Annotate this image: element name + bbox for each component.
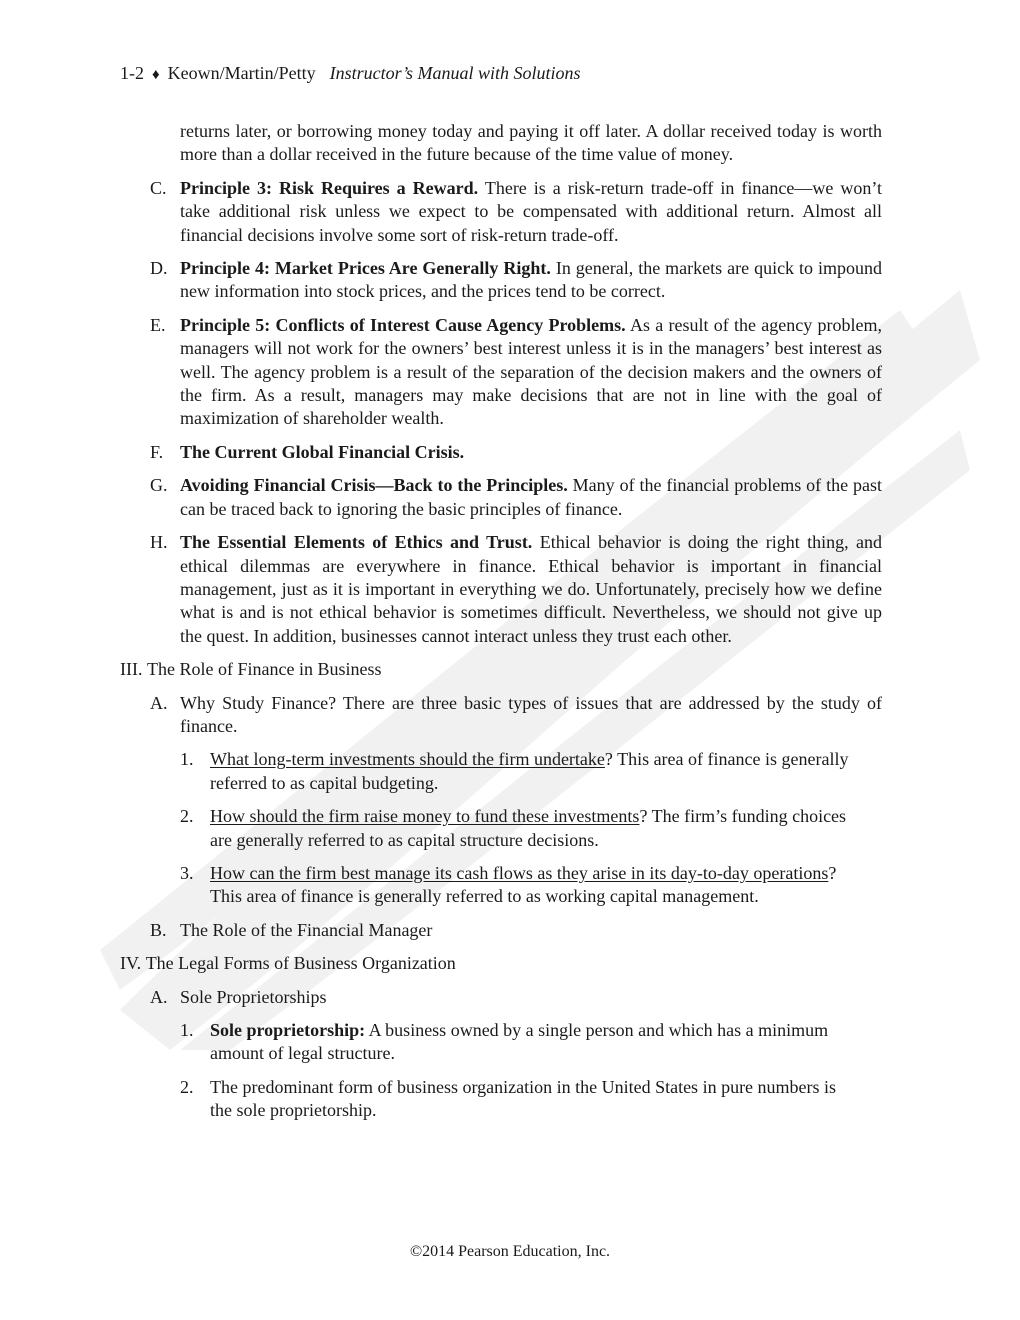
principle-item [0, 441, 1020, 464]
item-body: As a result of the agency problem, managers will not work for the owners’ best interest unless it is in the managers’ best interest as well. The agency problem is a result of the separation of the decision makers and the owners of the firm. As a result, managers may make decisions that are not in line with the goal of maximization of shareholder wealth. [180, 314, 882, 429]
item-text [180, 474, 882, 521]
item-body: In general, the markets are quick to impound new information into stock prices, and the prices tend to be correct. [180, 258, 882, 302]
numbered-item [0, 1076, 1020, 1123]
item-body: ? The firm’s funding choices are generally referred to as capital structure decisions. [210, 806, 847, 850]
item-title: Principle 3: Risk Requires a Reward. [180, 177, 479, 198]
principle-item [0, 314, 1020, 431]
section-title: The Legal Forms of Business Organization [145, 953, 456, 974]
section-title: The Role of Finance in Business [146, 659, 382, 680]
item-text [180, 177, 882, 247]
item-question: What long-term investments should the firm undertake [210, 749, 605, 770]
item-body: There is a risk-return trade-off in finance—we won’t take additional risk unless we expect to be compensated with additional return. Almost all financial decisions involve some sort of risk-return trade-off. [180, 177, 882, 245]
item-question: How can the firm best manage its cash flows as they arise in its day-to-day operations [210, 862, 829, 883]
item-label: H. [150, 532, 168, 553]
header-authors: Keown/Martin/Petty [167, 63, 316, 83]
section-4-heading [0, 952, 1020, 975]
section-label: III. [120, 659, 143, 680]
numbered-item [0, 748, 1020, 795]
item-title: The Current Global Financial Crisis. [180, 441, 465, 462]
item-label: 1. [180, 749, 194, 770]
section-3-a [0, 692, 1020, 739]
page-header [120, 62, 581, 87]
item-body: Ethical behavior is doing the right thing, and ethical dilemmas are everywhere in finance. Ethical behavior is important in financial management, just as it is important in everything we do. Unfortunately, precisely how we define what is and is not ethical behavior is sometimes difficult. Nevertheless, we should not give up the quest. In addition, businesses cannot interact unless they trust each other. [180, 532, 882, 646]
principles-list [0, 177, 1020, 648]
item-label: A. [150, 986, 168, 1007]
section-3-subitems [0, 748, 1020, 908]
page-number: 1-2 [120, 63, 144, 83]
item-title: Avoiding Financial Crisis—Back to the Principles. [180, 475, 568, 496]
item-body: ? This area of finance is generally referred to as capital budgeting. [210, 749, 849, 793]
item-text: Sole Proprietorships [180, 986, 327, 1007]
item-title: Principle 4: Market Prices Are Generally Right. [180, 258, 551, 279]
section-3-heading [0, 658, 1020, 681]
diamond-icon: ♦ [152, 67, 160, 83]
item-label: 3. [180, 862, 194, 883]
item-text [180, 314, 882, 431]
item-body: Many of the financial problems of the past can be traced back to ignoring the basic principles of finance. [180, 475, 882, 519]
item-label: E. [150, 314, 166, 335]
item-text: Why Study Finance? There are three basic types of issues that are addressed by the study of finance. [180, 692, 882, 736]
item-label: 1. [180, 1020, 194, 1040]
item-body: The predominant form of business organization in the United States in pure numbers is the sole proprietorship. [210, 1076, 837, 1121]
item-label: D. [150, 258, 168, 279]
item-text [210, 805, 860, 852]
continuation-paragraph: returns later, or borrowing money today and paying it off later. A dollar received today is worth more than a dollar received in the future because of the time value of money. [180, 121, 882, 165]
item-label: F. [150, 441, 164, 462]
item-label: B. [150, 919, 167, 940]
item-body: ? This area of finance is generally referred to as working capital management. [210, 862, 837, 907]
section-4-a [0, 986, 1020, 1009]
item-body: A business owned by a single person and which has a minimum amount of legal structure. [210, 1020, 829, 1064]
item-text [210, 748, 860, 795]
page-footer: ©2014 Pearson Education, Inc. [409, 1243, 611, 1260]
numbered-item [0, 805, 1020, 852]
principle-item [0, 177, 1020, 247]
item-title: Principle 5: Conflicts of Interest Cause Agency Problems. [180, 314, 626, 335]
principle-item [0, 531, 1020, 648]
item-text [210, 1076, 860, 1123]
item-text [180, 441, 882, 464]
item-label: G. [150, 475, 168, 496]
item-text [180, 531, 882, 648]
header-subtitle: Instructor’s Manual with Solutions [329, 63, 581, 83]
item-title: The Essential Elements of Ethics and Trust. [180, 532, 533, 553]
section-label: IV. [120, 953, 142, 974]
item-label: C. [150, 177, 167, 198]
principle-item [0, 474, 1020, 521]
item-label: A. [150, 692, 168, 713]
item-label: 2. [180, 1076, 194, 1097]
page-body [0, 120, 1020, 1123]
item-text [210, 1019, 860, 1066]
item-text [180, 257, 882, 304]
item-text: The Role of the Financial Manager [180, 919, 433, 940]
section-3-b [0, 919, 1020, 942]
numbered-item [0, 1019, 1020, 1066]
item-question: How should the firm raise money to fund these investments [210, 806, 640, 827]
item-text [210, 862, 860, 909]
item-term: Sole proprietorship: [210, 1020, 366, 1040]
item-label: 2. [180, 806, 194, 827]
principle-item [0, 257, 1020, 304]
numbered-item [0, 862, 1020, 909]
section-4-subitems [0, 1019, 1020, 1123]
